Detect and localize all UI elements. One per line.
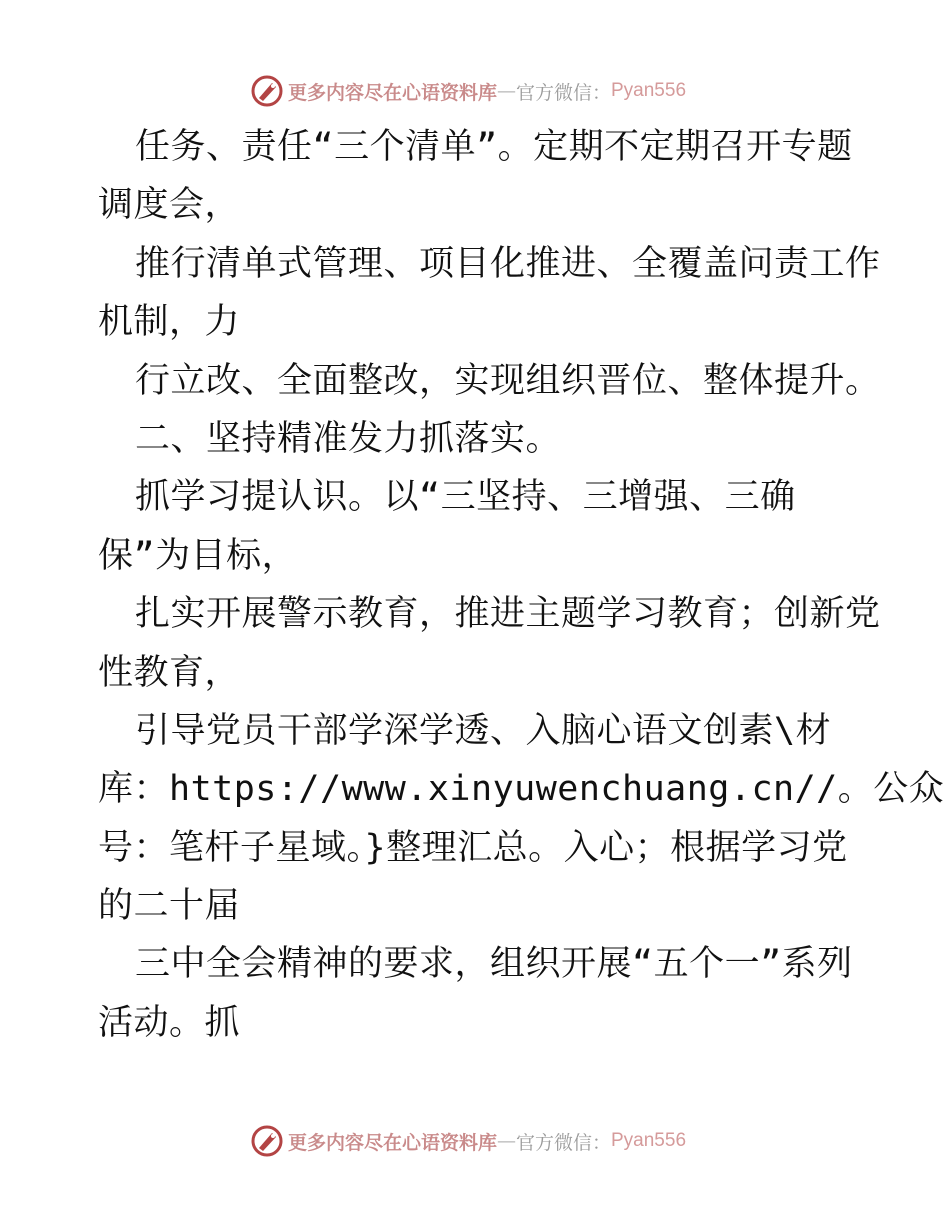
body-line: 机制，力 [98,302,241,343]
banner-wechat-id: Pyan556 [611,1130,687,1151]
body-line: 扎实开展警示教育，推进主题学习教育；创新党 [135,594,881,635]
body-line: 库：https://www.xinyuwenchuang.cn//。公众 [98,769,945,810]
body-line: 引导党员干部学深学透、入脑心语文创素\材 [135,710,832,751]
pen-nib-logo-icon [250,74,284,108]
body-line: 调度会， [98,185,241,226]
banner-wechat-label: 官方微信： [515,81,611,104]
body-line: 二、坚持精准发力抓落实。 [135,418,562,459]
banner-wechat-label: 官方微信： [515,1131,611,1154]
body-line: 的二十届 [98,886,241,927]
banner-wechat-id: Pyan556 [611,80,687,101]
footer-banner [0,1121,950,1161]
pen-nib-logo-icon [250,1124,284,1158]
body-line: 号：笔杆子星域。}整理汇总。入心；根据学习党 [98,827,848,868]
body-line: 活动。抓 [98,1002,241,1043]
body-line: 性教育， [98,652,241,693]
document-body [98,118,945,1052]
banner-text: 更多内容尽在心语资料库 [287,81,497,104]
banner-separator: — [496,80,516,102]
banner-text: 更多内容尽在心语资料库 [287,1131,497,1154]
body-line: 行立改、全面整改，实现组织晋位、整体提升。 [135,360,881,401]
body-line: 三中全会精神的要求，组织开展“五个一”系列 [135,944,853,985]
body-line: 抓学习提认识。以“三坚持、三增强、三确 [135,477,796,518]
body-line: 推行清单式管理、项目化推进、全覆盖问责工作 [135,243,881,284]
banner-separator: — [496,1130,516,1152]
header-banner [0,71,950,111]
body-line: 保”为目标， [98,535,298,576]
body-line: 任务、责任“三个清单”。定期不定期召开专题 [135,127,853,167]
